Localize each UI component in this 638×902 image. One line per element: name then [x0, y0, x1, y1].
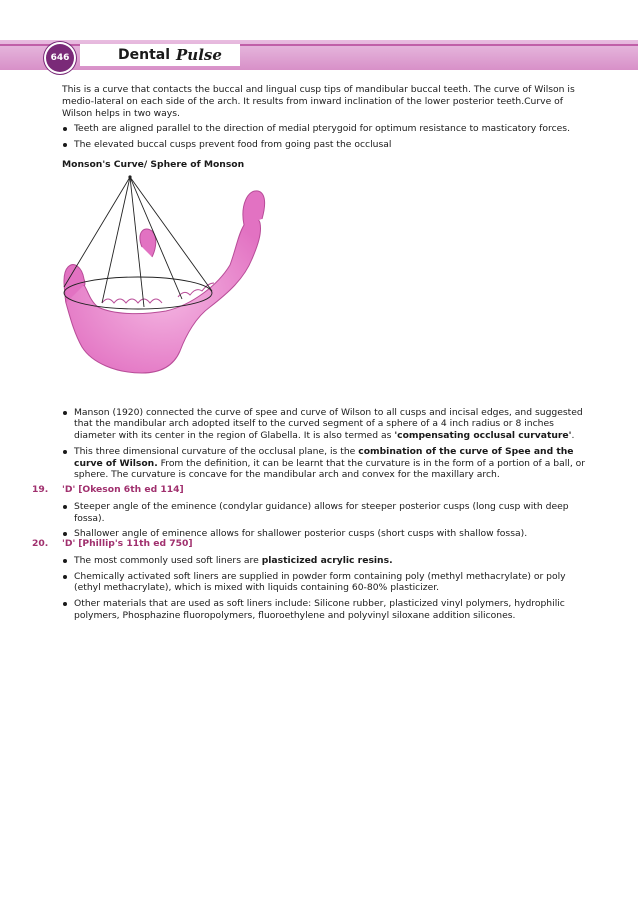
list-item: The most commonly used soft liners are plasticized acrylic resins. [62, 555, 592, 567]
question-20-bullets [62, 555, 592, 622]
list-item: The elevated buccal cusps prevent food from going past the occlusal [62, 139, 592, 151]
brand-word: Dental [118, 47, 171, 63]
monson-heading: Monson's Curve/ Sphere of Monson [62, 158, 245, 170]
brand-logo [80, 44, 240, 66]
list-item: Steeper angle of the eminence (condylar guidance) allows for steeper posterior cusps (long cusp with deep fossa). [62, 501, 592, 525]
list-item: Chemically activated soft liners are supplied in powder form containing poly (methyl methacrylate) or poly (ethyl methacrylate), which is mixed with liquids containing 60-80% plasticizer. [62, 571, 592, 595]
question-number: 19. [32, 484, 49, 495]
brand-script: Pulse [176, 46, 222, 64]
list-item: Teeth are aligned parallel to the direction of medial pterygoid for optimum resistance to masticatory forces. [62, 123, 592, 135]
question-number: 20. [32, 538, 49, 549]
answer-reference: [Phillip's 11th ed 750] [78, 538, 193, 549]
answer-reference: [Okeson 6th ed 114] [78, 484, 184, 495]
list-item: This three dimensional curvature of the occlusal plane, is the combination of the curve of Spee and the curve of Wilson. From the definition, it can be learnt that the curvature is in the form of a portion of a ball, or sphere. The curvature is concave for the mandibular arch and convex for the maxillary arch. [62, 446, 592, 481]
list-item: Manson (1920) connected the curve of spee and curve of Wilson to all cusps and incisal edges, and suggested that the mandibular arch adopted itself to the curved segment of a sphere of a 4 inch radius or 8 inches diameter with its center in the region of Glabella. It is also termed as 'compensating occlusal curvature'. [62, 407, 592, 442]
list-item: Shallower angle of eminence allows for shallower posterior cusps (short cusps with shallow fossa). [62, 528, 592, 540]
page-number-badge: 646 [46, 44, 74, 72]
main-content [62, 84, 592, 485]
list-item: Other materials that are used as soft liners include: Silicone rubber, plasticized vinyl polymers, hydrophilic polymers, Phosphazine fluoropolymers, fluoroethylene and polyvinyl siloxane addition silicones. [62, 598, 592, 622]
question-19-bullets [62, 501, 592, 540]
question-20-header [32, 538, 592, 550]
intro-bullets [62, 123, 592, 151]
question-19-header [32, 484, 592, 496]
mandible-sphere-illustration [62, 175, 592, 407]
answer-letter: 'D' [62, 484, 76, 495]
monson-bullets [62, 407, 592, 482]
monson-figure [62, 175, 592, 407]
answer-letter: 'D' [62, 538, 76, 549]
intro-paragraph: This is a curve that contacts the buccal and lingual cusp tips of mandibular buccal teeth. The curve of Wilson is medio-lateral on each side of the arch. It results from inward inclination of the lower posterior teeth.Curve of Wilson helps in two ways. [62, 84, 575, 119]
question-20 [32, 538, 592, 626]
question-19 [32, 484, 592, 544]
